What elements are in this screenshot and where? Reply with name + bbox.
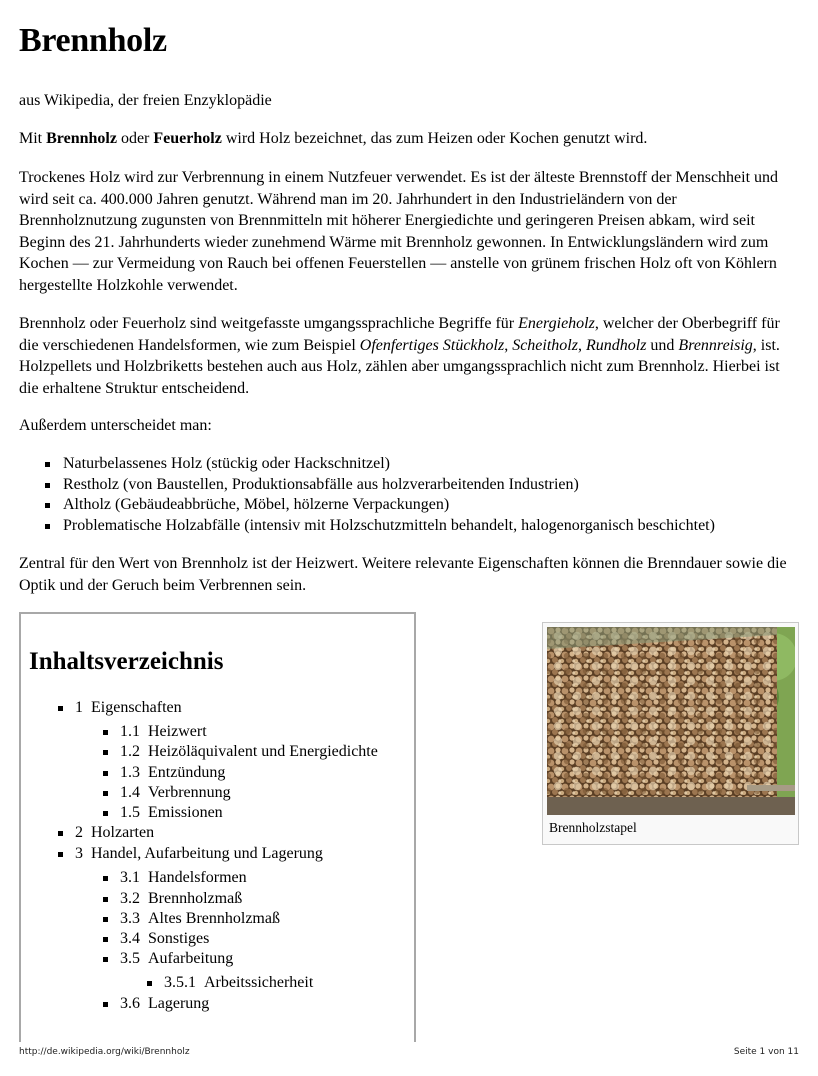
toc-label: Altes Brennholzmaß — [148, 910, 280, 927]
toc-number: 3.4 — [120, 930, 140, 947]
term-feuerholz: Feuerholz — [153, 130, 222, 147]
toc-label: Brennholzmaß — [148, 890, 243, 907]
toc-item-entzuendung[interactable] — [120, 763, 225, 783]
footer-page-number: Seite 1 von 11 — [733, 1047, 799, 1057]
firewood-stack-image[interactable] — [547, 627, 795, 815]
definition-text: , — [577, 336, 586, 354]
term-brennreisig: Brennreisig — [678, 336, 753, 354]
definition-paragraph — [19, 313, 797, 399]
toc-label: Handel, Aufarbeitung und Lagerung — [91, 845, 323, 862]
toc-item-verbrennung[interactable] — [120, 783, 231, 803]
toc-label: Handelsformen — [148, 869, 247, 886]
toc-item-holzarten[interactable] — [75, 823, 154, 843]
toc-item-heizwert[interactable] — [120, 722, 207, 742]
toc-item-brennholzmass[interactable] — [120, 889, 242, 909]
intro-paragraph — [19, 128, 797, 150]
toc-label: Holzarten — [91, 824, 155, 841]
table-of-contents — [19, 612, 416, 1042]
term-rundholz: Rundholz — [585, 336, 647, 354]
toc-label: Lagerung — [148, 995, 210, 1012]
toc-label: Emissionen — [148, 804, 223, 821]
toc-label: Heizwert — [148, 723, 207, 740]
toc-number: 3.5 — [120, 950, 140, 967]
toc-item-handelsformen[interactable] — [120, 868, 247, 888]
figure-thumbnail — [542, 622, 799, 845]
toc-label: Entzündung — [148, 764, 226, 781]
toc-label: Sonstiges — [148, 930, 210, 947]
toc-number: 1.5 — [120, 804, 140, 821]
intro-text: wird Holz bezeichnet, das zum Heizen oder Kochen genutzt wird. — [221, 130, 648, 147]
toc-number: 1 — [75, 699, 83, 716]
toc-item-eigenschaften[interactable] — [75, 698, 182, 718]
toc-number: 3.1 — [120, 869, 140, 886]
toc-item-altes-brennholzmass[interactable] — [120, 909, 280, 929]
toc-item-aufarbeitung[interactable] — [120, 949, 233, 969]
definition-text: , welcher der Oberbegriff für die verschiedenen Handelsformen, wie zum Beispiel — [19, 315, 780, 354]
toc-item-emissionen[interactable] — [120, 803, 223, 823]
toc-number: 1.2 — [120, 743, 140, 760]
toc-number: 3 — [75, 845, 83, 862]
toc-label: Aufarbeitung — [148, 950, 234, 967]
toc-number: 3.6 — [120, 995, 140, 1012]
toc-number: 1.4 — [120, 784, 140, 801]
toc-item-sonstiges[interactable] — [120, 929, 209, 949]
definition-text: und — [646, 336, 679, 354]
term-scheitholz: Scheitholz — [512, 336, 578, 354]
subtitle: aus Wikipedia, der freien Enzyklopädie — [19, 92, 272, 109]
page-title: Brennholz — [19, 22, 167, 59]
term-stueckholz: Ofenfertiges Stückholz — [359, 336, 505, 354]
toc-number: 1.1 — [120, 723, 140, 740]
list-item: Altholz (Gebäudeabbrüche, Möbel, hölzerne Verpackungen) — [19, 495, 809, 516]
history-paragraph: Trockenes Holz wird zur Verbrennung in einem Nutzfeuer verwendet. Es ist der älteste Brennstoff der Menschheit und wird seit ca. 400.000 Jahren genutzt. Während man im 20. Jahrhundert in den Industrieländern von der Brennholznutzung zugunsten von Brennmitteln mit höherer Energiedichte und geringeren Preisen abkam, wird seit Beginn des 21. Jahrhunderts wieder zunehmend Wärme mit Brennholz gewonnen. In Entwicklungsländern wird zum Kochen — zur Vermeidung von Rauch bei offenen Feuerstellen — anstelle von grünem frischen Holz oft von Köhlern hergestellte Holzkohle verwendet. — [19, 169, 779, 294]
toc-number: 3.3 — [120, 910, 140, 927]
toc-item-heizoelaequivalent[interactable] — [120, 742, 378, 762]
term-energieholz: Energieholz — [518, 315, 595, 332]
toc-number: 2 — [75, 824, 83, 841]
toc-item-lagerung[interactable] — [120, 994, 209, 1014]
heizwert-paragraph: Zentral für den Wert von Brennholz ist der Heizwert. Weitere relevante Eigenschaften können die Brenndauer sowie die Optik und der Geruch beim Verbrennen sein. — [19, 555, 787, 594]
toc-number: 3.5.1 — [164, 974, 196, 991]
figure-caption: Brennholzstapel — [549, 820, 637, 835]
definition-text: , — [504, 336, 513, 354]
definition-text: , ist. Holzpellets und Holzbriketts bestehen auch aus Holz, zählen aber umgangssprachlich nicht zum Brennholz. Hierbei ist die erhaltene Struktur entscheidend. — [19, 336, 780, 397]
definition-text: Brennholz oder Feuerholz sind weitgefasste umgangssprachliche Begriffe für — [19, 315, 519, 332]
toc-label: Heizöläquivalent und Energiedichte — [148, 743, 378, 760]
wood-type-list — [19, 454, 809, 536]
toc-label: Eigenschaften — [91, 699, 182, 716]
footer-url: http://de.wikipedia.org/wiki/Brennholz — [19, 1047, 190, 1057]
toc-item-arbeitssicherheit[interactable] — [164, 973, 313, 993]
toc-number: 1.3 — [120, 764, 140, 781]
list-item: Problematische Holzabfälle (intensiv mit Holzschutzmitteln behandelt, halogenorganisch beschichtet) — [19, 516, 809, 537]
toc-label: Verbrennung — [148, 784, 231, 801]
list-intro: Außerdem unterscheidet man: — [19, 417, 212, 434]
intro-text: Mit — [19, 130, 47, 147]
list-item: Restholz (von Baustellen, Produktionsabfälle aus holzverarbeitenden Industrien) — [19, 475, 809, 496]
term-brennholz: Brennholz — [46, 130, 117, 147]
firewood-stack-picture — [547, 627, 795, 815]
toc-item-handel[interactable] — [75, 844, 323, 864]
intro-text: oder — [116, 130, 154, 147]
list-item: Naturbelassenes Holz (stückig oder Hackschnitzel) — [19, 454, 809, 475]
toc-title: Inhaltsverzeichnis — [29, 648, 224, 675]
toc-number: 3.2 — [120, 890, 140, 907]
toc-label: Arbeitssicherheit — [204, 974, 314, 991]
